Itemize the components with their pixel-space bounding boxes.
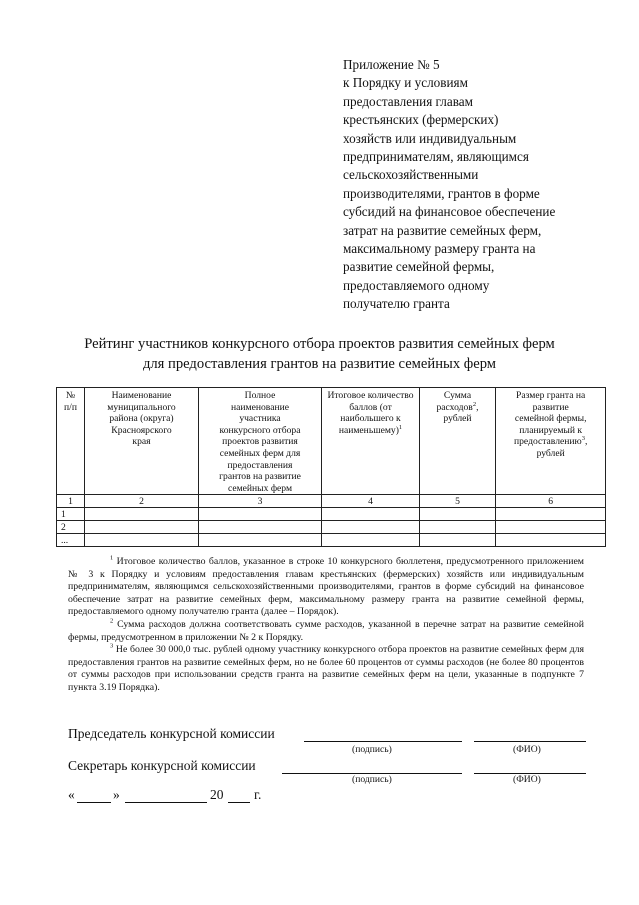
chair-signature-caption: (подпись) [352,744,392,755]
secretary-signature-caption: (подпись) [352,774,392,785]
appendix-line: максимальному размеру гранта на [343,241,536,257]
date-year-prefix: 20 [210,787,224,802]
header-num: № п/п [57,388,85,495]
appendix-line: субсидий на финансовое обеспечение [343,204,556,220]
date-quote-open: « [68,787,75,802]
table-header-row [57,388,606,495]
table-cell [496,534,606,547]
table-cell [322,521,420,534]
chair-signature-line [304,741,462,742]
footnote-ref: 2 [472,400,477,408]
table-cell [420,534,496,547]
table-cell [420,508,496,521]
column-number: 1 [57,495,85,508]
table-cell [85,534,199,547]
chair-name-caption: (ФИО) [513,744,541,755]
secretary-name-caption: (ФИО) [513,774,541,785]
table-row [57,508,606,521]
rating-table [56,387,606,547]
footnote-mark: 2 [110,617,114,625]
chair-label: Председатель конкурсной комиссии [68,726,275,741]
header-grant: Размер гранта на развитие семейной фермы, планируемый к предоставлению$^3$, рублей [496,388,606,495]
appendix-line: производителями, грантов в форме [343,185,540,201]
appendix-header [343,56,603,314]
appendix-line: к Порядку и условиям [343,75,468,91]
header-score: Итоговое количество баллов (от наибольшего к наименьшему)$^1$ [322,388,420,495]
footnote-ref: 1 [398,423,403,431]
appendix-line: развитие семейной фермы, [343,259,495,275]
appendix-line: предпринимателям, являющимся [343,149,529,165]
date-day-line [77,802,111,803]
table-cell [85,508,199,521]
title-line-1: Рейтинг участников конкурсного отбора проектов развития семейных ферм [84,336,555,352]
chair-name-line [474,741,586,742]
footnote-mark: 3 [110,642,114,650]
table-number-row [57,495,606,508]
column-number: 6 [496,495,606,508]
row-index: ... [57,534,85,547]
header-district: Наименование муниципального района (округа) Красноярского края [85,388,199,495]
table-cell [496,521,606,534]
column-number: 5 [420,495,496,508]
footnotes [68,556,584,695]
appendix-line: предоставляемого одному [343,277,490,293]
appendix-line: крестьянских (фермерских) [343,112,499,128]
table-row [57,521,606,534]
table-cell [199,521,322,534]
column-number: 4 [322,495,420,508]
appendix-line: хозяйств или индивидуальным [343,130,517,146]
column-number: 2 [85,495,199,508]
table-cell [199,534,322,547]
table-cell [322,508,420,521]
table-cell [322,534,420,547]
footnote-1: $^1$ Итоговое количество баллов, указанное в строке 10 конкурсного бюллетеня, предусмотренного приложением № 3 к Порядку и условиям предоставления главам крестьянских (фермерских) хозяйств или индивидуальным предпринимателям, являющимся сельскохозяйственными производителями, грантов в форме субсидий на финансовое обеспечение затрат на развитие семейных ферм, максимальному размеру гранта на развитие семейной фермы, предоставляемого одному получателю гранта (далее – Порядок). [68,554,584,618]
column-number: 3 [199,495,322,508]
table-cell [496,508,606,521]
footnote-3: $^3$ Не более 30 000,0 тыс. рублей одному участнику конкурсного отбора проектов на развитие семейных ферм для предоставления грантов на развитие семейных ферм, но не более 60 процентов от суммы расходов (не более 80 процентов от суммы расходов при использовании средств гранта на развитие семейных ферм на цели, указанные в подпункте 7 пункта 3.19 Порядка). [68,642,584,693]
title-line-2: для предоставления грантов на развитие семейных ферм [142,356,497,372]
appendix-line: затрат на развитие семейных ферм, [343,222,542,238]
appendix-line: предоставления главам [343,93,473,109]
table-cell [420,521,496,534]
footnote-mark: 1 [110,554,114,562]
document-title [0,334,639,374]
date-month-line [125,802,207,803]
footnote-2: $^2$ Сумма расходов должна соответствовать сумме расходов, указанной в перечне затрат на развитие семейной фермы, предусмотренном в приложении № 2 к Порядку. [68,617,584,643]
date-year-line [228,802,250,803]
table-row [57,534,606,547]
appendix-line: получателю гранта [343,296,450,312]
table-cell [85,521,199,534]
row-index: 1 [57,508,85,521]
header-expenses: Сумма расходов$^2$, рублей [420,388,496,495]
header-participant: Полное наименование участника конкурсного отбора проектов развития семейных ферм для предоставления грантов на развитие семейных ферм [199,388,322,495]
footnote-ref: 3 [581,435,585,443]
appendix-line: сельскохозяйственными [343,167,479,183]
row-index: 2 [57,521,85,534]
date-year-suffix: г. [254,787,262,802]
table-cell [199,508,322,521]
secretary-label: Секретарь конкурсной комиссии [68,758,256,773]
appendix-line: Приложение № 5 [343,57,440,72]
date-quote-close: » [113,787,120,802]
